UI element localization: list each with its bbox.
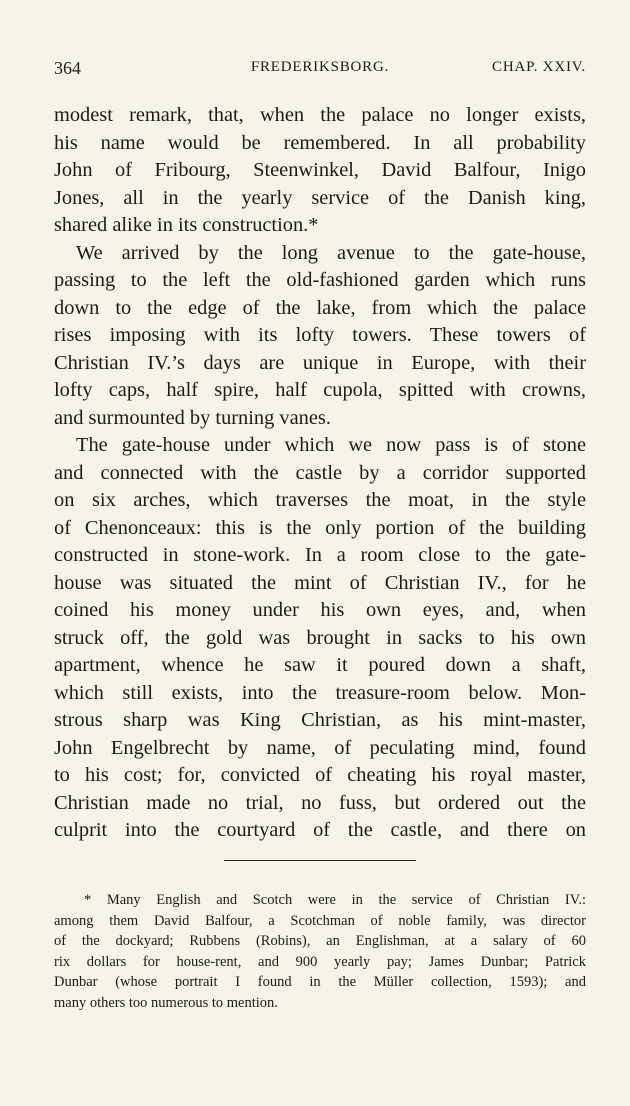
body-line: modest remark, that, when the palace no longer exists,: [54, 104, 586, 126]
footnote-line: among them David Balfour, a Scotchman of noble family, was director: [54, 912, 586, 929]
footnote-line: Dunbar (whose portrait I found in the Müller collection, 1593); and: [54, 974, 586, 991]
body-line: Christian made no trial, no fuss, but ordered out the: [54, 791, 586, 814]
body-line: strous sharp was King Christian, as his mint-master,: [54, 709, 586, 731]
footnote-line: rix dollars for house-rent, and 900 yearly pay; James Dunbar; Patrick: [54, 953, 586, 970]
body-line: to his cost; for, convicted of cheating his royal master,: [54, 764, 586, 786]
chapter-label: CHAP. XXIV.: [492, 59, 586, 75]
body-line: Christian IV.’s days are unique in Europe, with their: [54, 351, 586, 374]
body-line: passing to the left the old-fashioned garden which runs: [54, 269, 586, 291]
footnote-rule: [224, 860, 416, 861]
main-text: [54, 102, 586, 845]
body-line: John of Fribourg, Steenwinkel, David Balfour, Inigo: [54, 159, 586, 181]
body-line: of Chenonceaux: this is the only portion of the building: [54, 516, 586, 539]
body-line: rises imposing with its lofty towers. These towers of: [54, 324, 586, 346]
body-line: down to the edge of the lake, from which the palace: [54, 296, 586, 319]
body-line: on six arches, which traverses the moat, in the style: [54, 489, 586, 511]
body-line: which still exists, into the treasure-room below. Mon-: [54, 681, 586, 704]
body-line: apartment, whence he saw it poured down a shaft,: [54, 654, 586, 676]
body-line: house was situated the mint of Christian IV., for he: [54, 571, 586, 594]
body-line: his name would be remembered. In all probability: [54, 131, 586, 154]
body-line: John Engelbrecht by name, of peculating mind, found: [54, 736, 586, 759]
footnote-line: of the dockyard; Rubbens (Robins), an Englishman, at a salary of 60: [54, 933, 586, 950]
page-number: 364: [54, 58, 81, 78]
body-line: and surmounted by turning vanes.: [54, 406, 331, 429]
body-line: and connected with the castle by a corridor supported: [54, 461, 586, 484]
body-line: The gate-house under which we now pass is of stone: [76, 434, 586, 456]
footnote-line: * Many English and Scotch were in the service of Christian IV.:: [84, 892, 586, 908]
body-line: lofty caps, half spire, half cupola, spitted with crowns,: [54, 379, 586, 401]
body-line: Jones, all in the yearly service of the Danish king,: [54, 186, 586, 209]
body-line: culprit into the courtyard of the castle, and there on: [54, 819, 586, 841]
footnote-line: many others too numerous to mention.: [54, 994, 278, 1011]
running-title: FREDERIKSBORG.: [250, 59, 390, 75]
body-line: shared alike in its construction.*: [54, 214, 319, 236]
running-head: [54, 58, 586, 82]
body-line: We arrived by the long avenue to the gate-house,: [76, 241, 586, 264]
footnote: [54, 890, 586, 1014]
body-line: coined his money under his own eyes, and, when: [54, 599, 586, 621]
body-line: constructed in stone-work. In a room close to the gate-: [54, 544, 586, 566]
body-line: struck off, the gold was brought in sacks to his own: [54, 626, 586, 649]
